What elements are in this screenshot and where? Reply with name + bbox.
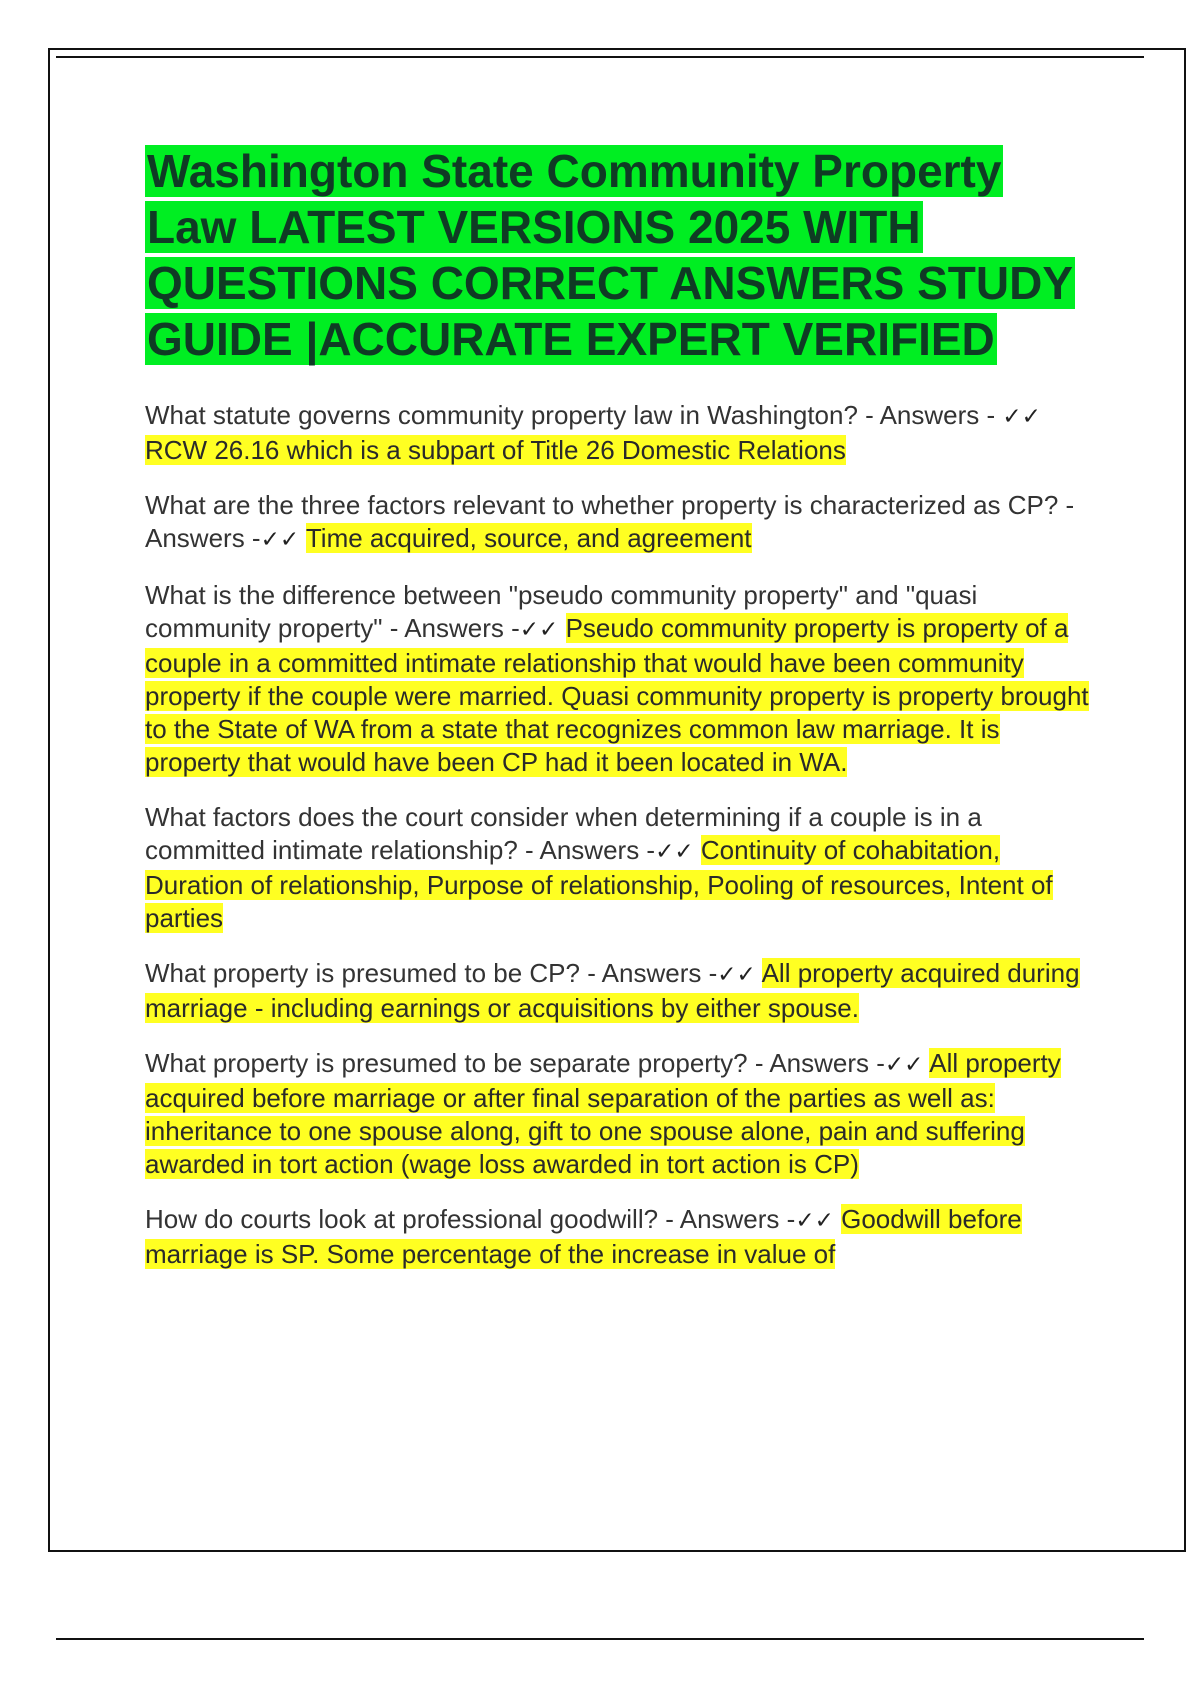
check-icon: ✓✓ [884, 1052, 924, 1078]
qa-item [145, 1047, 1090, 1181]
answer-text: All property acquired during marriage - including earnings or acquisitions by either spouse. [145, 958, 1080, 1023]
question-text: What factors does the court consider when determining if a couple is in a committed intimate relationship? - Answers - [145, 802, 982, 865]
answer-text: Pseudo community property is property of a couple in a committed intimate relationship that would have been community property if the couple were married. Quasi community property is property brought to the State of WA from a state that recognizes common law marriage. It is property that would have been CP had it been located in WA. [145, 613, 1089, 777]
question-text: What are the three factors relevant to whether property is characterized as CP? - Answers - [145, 490, 1075, 553]
question-text: What property is presumed to be CP? - Answers - [145, 958, 718, 988]
qa-item [145, 957, 1090, 1025]
qa-item [145, 801, 1090, 935]
question-text: How do courts look at professional goodwill? - Answers - [145, 1204, 796, 1234]
answer-text: Time acquired, source, and agreement [305, 523, 752, 553]
bottom-rule [56, 1638, 1144, 1640]
title-text: Washington State Community Property Law LATEST VERSIONS 2025 WITH QUESTIONS CORRECT ANSWERS STUDY GUIDE |ACCURATE EXPERT VERIFIED [147, 145, 1074, 365]
question-text: What property is presumed to be separate property? - Answers - [145, 1048, 885, 1078]
qa-item [145, 489, 1090, 557]
document-title [145, 143, 1090, 367]
check-icon: ✓✓ [655, 839, 694, 865]
question-text: What is the difference between "pseudo community property" and "quasi community property" - Answers - [145, 580, 978, 643]
question-text: What statute governs community property law in Washington? - Answers - [145, 400, 996, 430]
answer-text: Goodwill before marriage is SP. Some percentage of the increase in value of [145, 1204, 1022, 1269]
check-icon: ✓✓ [1002, 404, 1041, 430]
top-rule [56, 56, 1144, 58]
answer-text: All property acquired before marriage or after final separation of the parties as well as: inheritance to one spouse along, gift to one spouse alone, pain and suffering awarded in tort action (wage loss awarded in tort action is CP) [145, 1048, 1061, 1179]
answer-text: Continuity of cohabitation, Duration of relationship, Purpose of relationship, Pooling of resources, Intent of parties [145, 835, 1053, 933]
qa-item [145, 579, 1090, 779]
document-body [145, 143, 1090, 1293]
check-icon: ✓✓ [717, 962, 756, 988]
answer-text: RCW 26.16 which is a subpart of Title 26 Domestic Relations [145, 435, 846, 465]
check-icon: ✓✓ [260, 527, 300, 553]
check-icon: ✓✓ [519, 617, 559, 643]
qa-item [145, 399, 1090, 467]
check-icon: ✓✓ [795, 1208, 834, 1234]
qa-item [145, 1203, 1090, 1271]
